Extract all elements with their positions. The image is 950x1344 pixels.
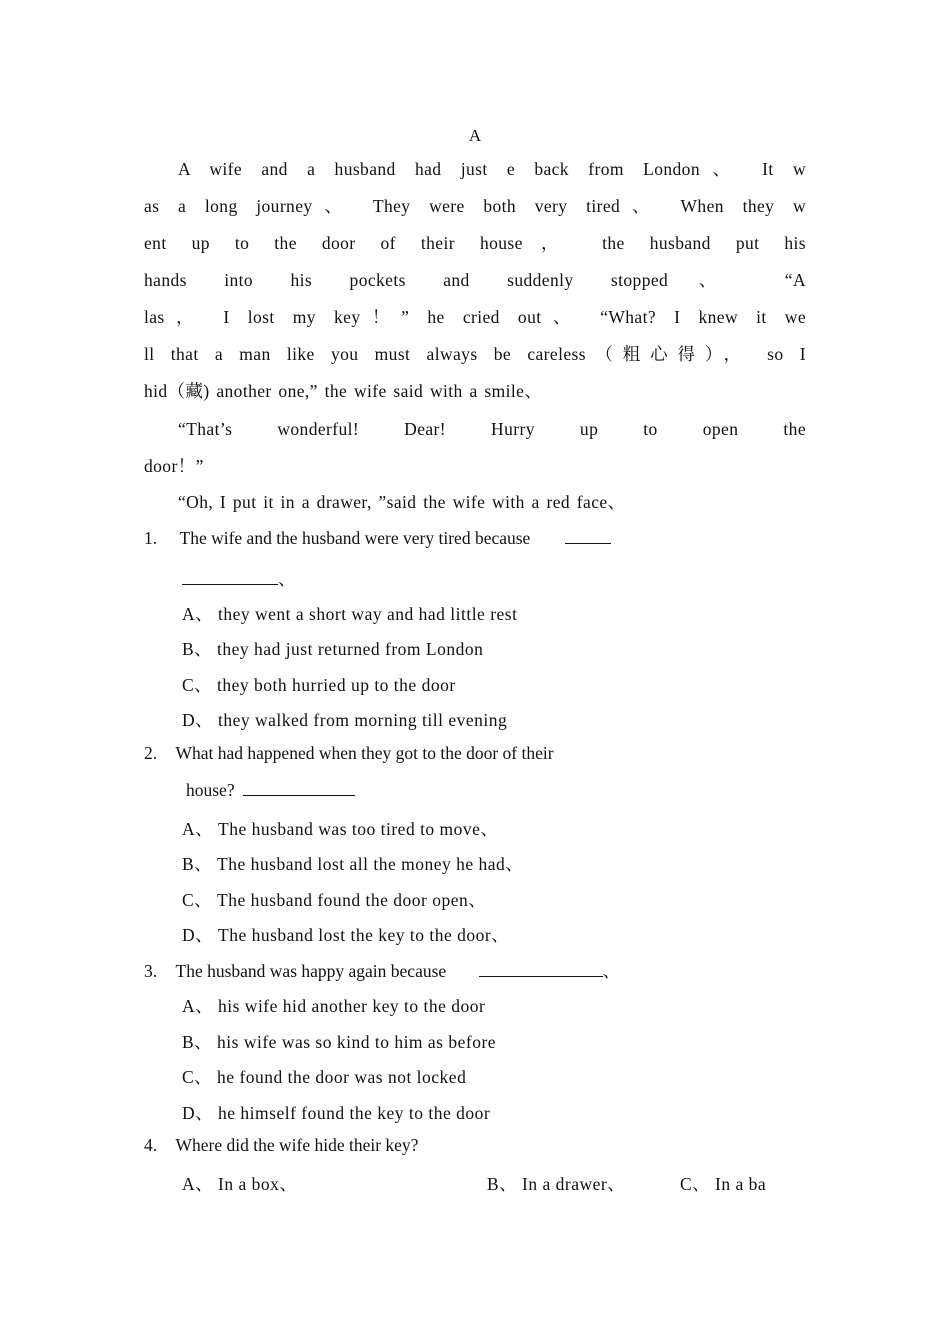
passage-line: “Oh, I put it in a drawer, ”said the wife with a red face、 [178,492,626,512]
question-4 [144,1135,806,1156]
passage-paragraph-2 [144,411,806,485]
question-3 [144,958,806,983]
option-a[interactable]: A、 In a box、 [182,1174,298,1194]
answer-blank[interactable] [243,781,355,796]
question-text: Where did the wife hide their key? [175,1135,419,1155]
passage-line: ll that a man like you must always be careless（粗心得）， so I [144,344,806,364]
question-2-continued [186,780,848,801]
option-a[interactable]: A、 they went a short way and had little rest [182,604,518,624]
question-1-continued [182,566,844,591]
passage-line: A wife and a husband had just e back from London、 It w [178,159,806,179]
option-b[interactable]: B、 they had just returned from London [182,639,484,659]
question-1 [144,528,806,549]
passage-line: door！” [144,456,204,476]
question-tail: 、 [278,569,296,589]
option-d[interactable]: D、 they walked from morning till evening [182,710,508,730]
question-2 [144,743,806,764]
option-c[interactable]: C、 In a ba [680,1174,767,1194]
answer-blank[interactable] [479,962,603,977]
option-c[interactable]: C、 he found the door was not locked [182,1067,467,1087]
passage-line: “That’s wonderful! Dear! Hurry up to open the [178,419,806,439]
question-text: The husband was happy again because [175,961,447,981]
question-number: 2. [144,743,158,763]
section-title: A [468,126,482,145]
option-a[interactable]: A、 his wife hid another key to the door [182,996,486,1016]
passage-line: as a long journey、 They were both very tired、 When they w [144,196,806,216]
question-tail: 、 [602,961,621,981]
option-c[interactable]: C、 they both hurried up to the door [182,675,456,695]
option-d[interactable]: D、 The husband lost the key to the door、 [182,925,510,945]
option-c[interactable]: C、 The husband found the door open、 [182,890,487,910]
passage-line: hid（藏) another one,” the wife said with a smile、 [144,381,543,401]
option-b[interactable]: B、 The husband lost all the money he had、 [182,854,524,874]
passage-line: ent up to the door of their house， the husband put his [144,233,806,253]
option-d[interactable]: D、 he himself found the key to the door [182,1103,491,1123]
option-b[interactable]: B、 his wife was so kind to him as before [182,1032,497,1052]
question-text: The wife and the husband were very tired because [179,528,531,548]
question-text: house? [186,780,235,800]
question-number: 1. [144,528,158,548]
answer-blank[interactable] [182,570,278,585]
answer-blank[interactable] [565,529,611,544]
passage-line: las， I lost my key！” he cried out、 “What? I knew it we [144,307,806,327]
passage-paragraph-1 [144,151,806,410]
passage-line: hands into his pockets and suddenly stopped、 “A [144,270,806,290]
passage-paragraph-3 [144,484,806,521]
question-text: What had happened when they got to the door of their [175,743,554,763]
option-a[interactable]: A、 The husband was too tired to move、 [182,819,499,839]
option-b[interactable]: B、 In a drawer、 [487,1174,626,1194]
question-number: 4. [144,1135,158,1155]
question-number: 3. [144,961,158,981]
